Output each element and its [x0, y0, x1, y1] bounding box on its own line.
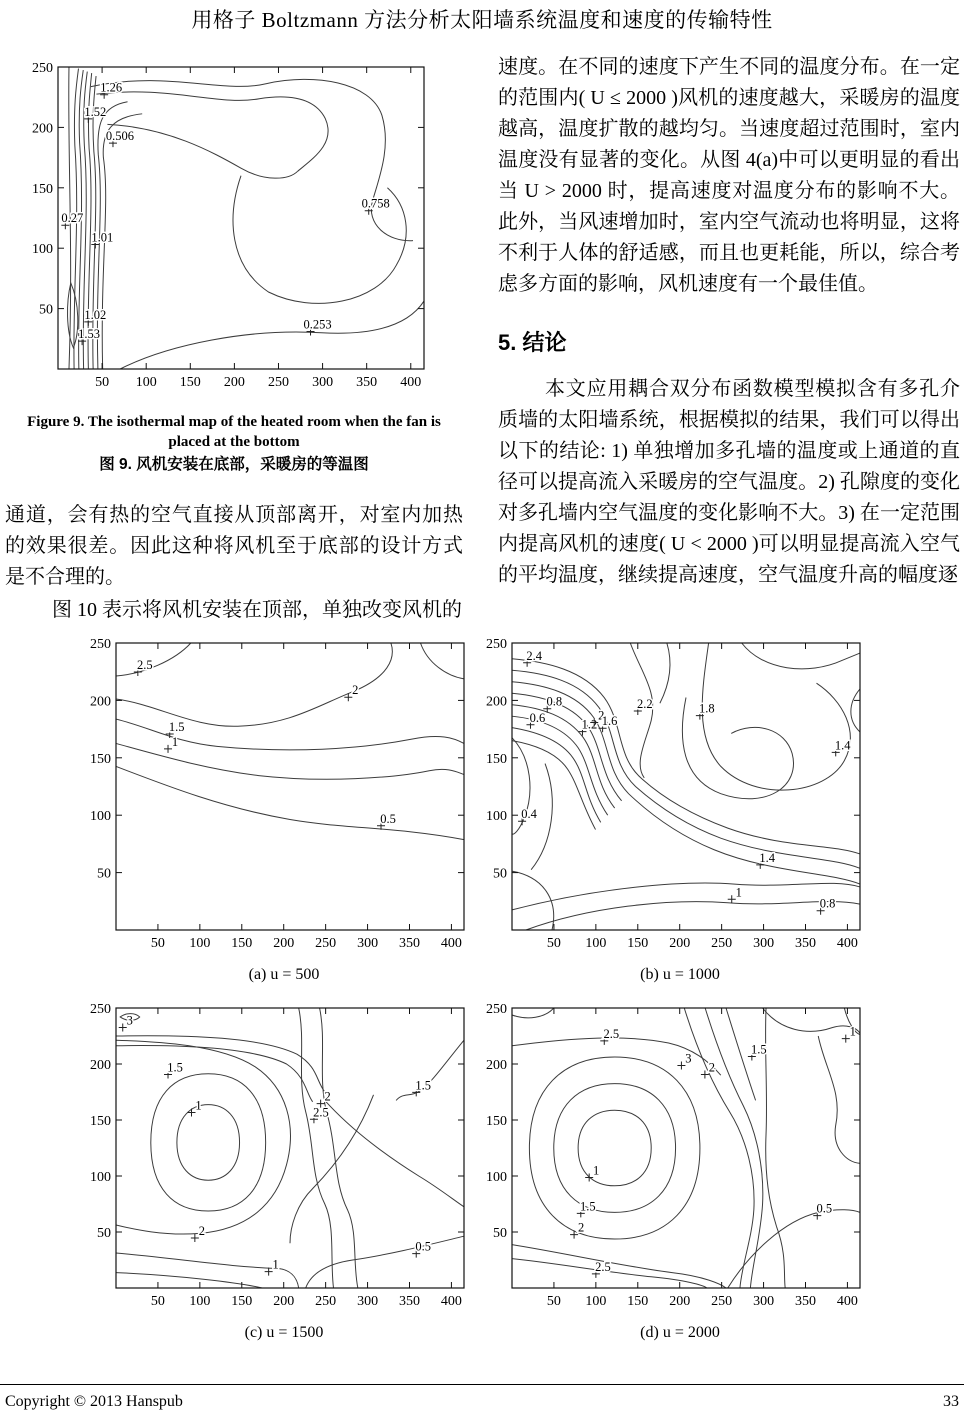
y-axis-tick-label: 150 — [32, 181, 53, 197]
contour-level-label: 0.27 — [61, 211, 84, 226]
x-axis-tick-label: 400 — [400, 375, 422, 390]
y-axis-tick-label: 100 — [486, 809, 507, 825]
contour-level-label: 1.5 — [751, 1042, 767, 1057]
contour-level-label: 3 — [685, 1051, 692, 1066]
x-axis-tick-label: 50 — [546, 1294, 561, 1309]
y-axis-tick-label: 200 — [486, 694, 507, 710]
x-axis-tick-label: 250 — [315, 1294, 337, 1309]
x-axis-tick-label: 250 — [711, 1294, 733, 1309]
right-paragraph-2: 本文应用耦合双分布函数模型模拟含有多孔介质墙的太阳墙系统，根据模拟的结果，我们可以得出以下的结论: 1) 单独增加多孔墙的温度或上通道的直径可以提高流入采暖房的空气温度。2) 孔隙度的变化对多孔墙内空气温度的变化影响不大。3) 在一定范围内提高风机的速度( U < 2000 )可以明显提高流入空气的平均温度，继续提高速度，空气温度升高的幅度逐 — [498, 378, 960, 586]
figure-u1500 — [88, 998, 480, 1342]
x-axis-tick-label: 200 — [273, 1294, 295, 1309]
x-axis-tick-label: 300 — [753, 1294, 775, 1309]
contour-plot-u2000 — [484, 998, 876, 1318]
x-axis-tick-label: 400 — [836, 936, 858, 951]
contour-plot-canvas — [484, 633, 876, 955]
caption-u500: (a) u = 500 — [248, 966, 320, 983]
contour-level-label: 1.52 — [84, 104, 107, 119]
figure-u1000 — [484, 633, 876, 984]
x-axis-tick-label: 300 — [357, 1294, 379, 1309]
y-axis-tick-label: 150 — [486, 751, 507, 767]
contour-level-label: 0.5 — [380, 811, 396, 826]
contour-plot-u1000 — [484, 633, 876, 960]
caption-u2000: (d) u = 2000 — [640, 1324, 720, 1341]
contour-level-label: 0.6 — [529, 710, 546, 725]
x-axis-tick-label: 100 — [189, 936, 211, 951]
x-axis-tick-label: 50 — [150, 936, 165, 951]
contour-level-label: 1.6 — [601, 714, 618, 729]
x-axis-tick-label: 50 — [150, 1294, 165, 1309]
x-axis-tick-label: 350 — [398, 936, 420, 951]
x-axis-tick-label: 50 — [546, 936, 561, 951]
y-axis-tick-label: 250 — [90, 1002, 111, 1017]
page-header — [0, 4, 964, 34]
contour-level-label: 1.53 — [78, 327, 101, 342]
contour-level-label: 2.2 — [637, 696, 653, 711]
contour-plot-u500 — [88, 633, 480, 960]
x-axis-tick-label: 250 — [315, 936, 337, 951]
x-axis-tick-label: 150 — [627, 936, 649, 951]
y-axis-tick-label: 100 — [486, 1170, 507, 1185]
footer-page-number: 33 — [943, 1393, 959, 1410]
figure9-caption — [5, 412, 463, 476]
x-axis-tick-label: 150 — [231, 936, 253, 951]
x-axis-tick-label: 350 — [794, 936, 816, 951]
x-axis-tick-label: 350 — [398, 1294, 420, 1309]
contour-level-label: 0.253 — [303, 317, 332, 332]
contour-level-label: 1.02 — [84, 307, 107, 322]
contour-level-label: 0.758 — [361, 196, 390, 211]
contour-level-label: 1 — [593, 1163, 600, 1178]
contour-plot-canvas — [484, 998, 876, 1313]
contour-level-label: 1.4 — [834, 738, 851, 753]
contour-level-label: 2 — [708, 1060, 716, 1075]
contour-level-label: 0.5 — [816, 1201, 833, 1216]
contour-level-label: 1 — [272, 1257, 279, 1272]
y-axis-tick-label: 100 — [90, 809, 111, 825]
section-heading-conclusion: 5. 结论 — [498, 330, 567, 355]
caption-u1000: (b) u = 1000 — [640, 966, 720, 983]
x-axis-tick-label: 100 — [135, 375, 157, 390]
contour-plot-u1500 — [88, 998, 480, 1318]
caption-u1500: (c) u = 1500 — [244, 1324, 324, 1341]
figure-u2000 — [484, 998, 876, 1342]
y-axis-tick-label: 100 — [90, 1170, 111, 1185]
x-axis-tick-label: 200 — [669, 1294, 691, 1309]
contour-level-label: 0.4 — [521, 807, 537, 822]
right-column — [498, 52, 960, 591]
contour-level-label: 2 — [352, 683, 359, 698]
contour-plot-canvas — [88, 998, 480, 1313]
figure9-contour-plot — [22, 55, 462, 408]
contour-level-label: 1.4 — [759, 850, 776, 865]
left-column — [5, 55, 463, 626]
left-paragraph-2: 图 10 表示将风机安装在顶部，单独改变风机的 — [52, 599, 462, 621]
x-axis-tick-label: 50 — [95, 375, 110, 390]
y-axis-tick-label: 150 — [486, 1114, 507, 1129]
y-axis-tick-label: 200 — [486, 1058, 507, 1073]
contour-level-label: 1.5 — [168, 719, 185, 734]
contour-level-label: 1 — [195, 1098, 202, 1113]
y-axis-tick-label: 200 — [90, 694, 111, 710]
contour-level-label: 3 — [126, 1013, 133, 1028]
figure-u500 — [88, 633, 480, 984]
footer-copyright: Copyright © 2013 Hanspub — [5, 1393, 183, 1410]
contour-level-label: 0.506 — [105, 129, 135, 144]
contour-level-label: 1.5 — [167, 1060, 183, 1075]
x-axis-tick-label: 250 — [711, 936, 733, 951]
x-axis-tick-label: 150 — [231, 1294, 253, 1309]
y-axis-tick-label: 50 — [493, 866, 507, 882]
x-axis-tick-label: 350 — [356, 375, 378, 390]
y-axis-tick-label: 150 — [90, 1114, 111, 1129]
contour-level-label: 2.5 — [137, 657, 153, 672]
contour-level-label: 1.5 — [415, 1078, 432, 1093]
figure9-caption-english: Figure 9. The isothermal map of the heated room when the fan is placed at the bottom — [27, 414, 441, 450]
contour-level-label: 1.26 — [100, 80, 123, 95]
y-axis-tick-label: 250 — [32, 61, 53, 76]
contour-level-label: 0.8 — [819, 896, 836, 911]
y-axis-tick-label: 250 — [486, 1002, 507, 1017]
contour-level-label: 1.8 — [699, 701, 715, 716]
left-paragraph-1: 通道，会有热的空气直接从顶部离开，对室内加热的效果很差。因此这种将风机至于底部的设计方式是不合理的。 — [5, 504, 463, 588]
contour-level-label: 1.01 — [91, 230, 114, 245]
contour-plot-canvas — [88, 633, 480, 955]
contour-level-label: 1 — [735, 885, 742, 900]
y-axis-tick-label: 200 — [32, 121, 53, 137]
x-axis-tick-label: 400 — [440, 936, 462, 951]
x-axis-tick-label: 200 — [669, 936, 691, 951]
y-axis-tick-label: 50 — [493, 1226, 507, 1241]
contour-level-label: 1 — [849, 1024, 856, 1039]
y-axis-tick-label: 250 — [486, 637, 507, 652]
figure9-caption-chinese: 图 9. 风机安装在底部，采暖房的等温图 — [99, 456, 369, 473]
figure9 — [22, 55, 462, 408]
x-axis-tick-label: 100 — [585, 1294, 607, 1309]
x-axis-tick-label: 350 — [794, 1294, 816, 1309]
contour-level-label: 2.5 — [595, 1259, 611, 1274]
y-axis-tick-label: 50 — [97, 1226, 111, 1241]
x-axis-tick-label: 300 — [312, 375, 334, 390]
right-paragraph-1: 速度。在不同的速度下产生不同的温度分布。在一定的范围内( U ≤ 2000 )风机的速度越大，采暖房的温度越高，温度扩散的越均匀。当速度超过范围时，室内温度没有显著的变化。从图 4(a)中可以更明显的看出当 U > 2000 时，提高速度对温度分布的影响不大。此外，当风速增加时，室内空气流动也将明显，这将不利于人体的舒适感，而且也更耗能，所以，综合考虑多方面的影响，风机速度有一个最佳值。 — [498, 56, 960, 295]
contour-level-label: 2.5 — [313, 1105, 329, 1120]
paper-title: 用格子 Boltzmann 方法分析太阳墙系统温度和速度的传输特性 — [191, 8, 773, 32]
page-footer — [0, 1384, 964, 1411]
contour-level-label: 2.5 — [603, 1026, 620, 1041]
y-axis-tick-label: 250 — [90, 637, 111, 652]
contour-level-label: 2 — [324, 1089, 331, 1104]
contour-level-label: 2 — [598, 708, 605, 723]
contour-level-label: 2.4 — [526, 648, 542, 663]
x-axis-tick-label: 150 — [627, 1294, 649, 1309]
contour-plot-canvas — [22, 55, 462, 403]
contour-level-label: 1.2 — [581, 717, 598, 732]
contour-level-label: 2 — [198, 1224, 205, 1238]
contour-level-label: 1 — [171, 734, 179, 749]
contour-level-label: 1.5 — [579, 1199, 596, 1214]
contour-level-label: 2 — [577, 1220, 585, 1235]
x-axis-tick-label: 150 — [179, 375, 201, 390]
x-axis-tick-label: 200 — [273, 936, 295, 951]
x-axis-tick-label: 400 — [440, 1294, 462, 1309]
y-axis-tick-label: 150 — [90, 751, 111, 767]
x-axis-tick-label: 300 — [753, 936, 775, 951]
x-axis-tick-label: 400 — [836, 1294, 858, 1309]
x-axis-tick-label: 100 — [189, 1294, 211, 1309]
x-axis-tick-label: 100 — [585, 936, 607, 951]
contour-level-label: 0.5 — [415, 1239, 432, 1254]
x-axis-tick-label: 200 — [223, 375, 245, 390]
x-axis-tick-label: 300 — [357, 936, 379, 951]
x-axis-tick-label: 250 — [267, 375, 289, 390]
y-axis-tick-label: 200 — [90, 1058, 111, 1073]
y-axis-tick-label: 50 — [39, 302, 53, 318]
y-axis-tick-label: 50 — [97, 866, 111, 882]
y-axis-tick-label: 100 — [32, 242, 53, 258]
contour-level-label: 0.8 — [546, 694, 563, 709]
